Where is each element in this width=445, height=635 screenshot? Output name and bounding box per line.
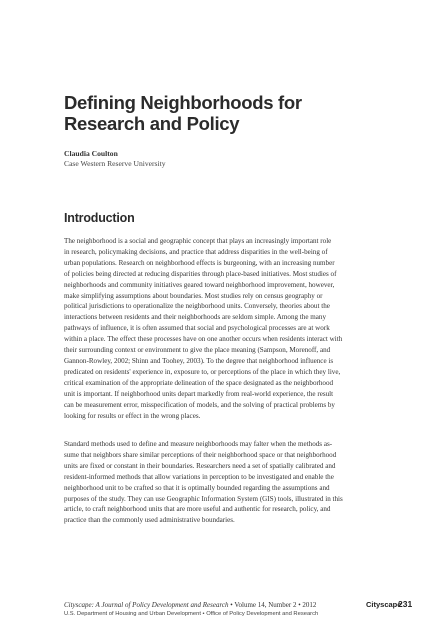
title-line-2: Research and Policy xyxy=(64,113,240,134)
paragraph-line: resident-informed methods that allow variations in perception to be investigated and enable the xyxy=(64,472,334,481)
journal-brand: Cityscape xyxy=(366,600,402,609)
paragraph-line: of policies being directed at reducing disparities through place-based initiatives. Most studies of xyxy=(64,269,337,278)
paragraph-line: their surrounding context or environment to give the place meaning (Sampson, Morenoff, and xyxy=(64,346,331,355)
paragraph-line: interactions between residents and their neighborhoods are seldom simple. Among the many xyxy=(64,313,327,322)
title-line-1: Defining Neighborhoods for xyxy=(64,92,302,113)
paragraph-line: critical examination of the appropriate delineation of the space designated as the neighborhood xyxy=(64,378,334,387)
paragraph-line: neighborhoods and community initiatives geared toward neighborhood improvement, however, xyxy=(64,280,335,289)
paragraph-line: purposes of the study. They can use Geographic Information System (GIS) tools, illustrated in this xyxy=(64,494,343,503)
paragraph-line: looking for results or effect in the wrong places. xyxy=(64,411,201,420)
paragraph-line: predicated on residents' experience in, exposure to, or perceptions of the place in which they live, xyxy=(64,367,341,376)
author-name: Claudia Coulton xyxy=(64,149,118,158)
paragraph-line: can be measurement error, misspecification of models, and the solving of practical problems by xyxy=(64,400,335,409)
paragraph-line: within a place. The effect these processes have on one another occurs when residents interact with xyxy=(64,335,343,344)
department-credit: U.S. Department of Housing and Urban Development • Office of Policy Development and Research xyxy=(64,611,319,617)
paragraph-line: urban populations. Research on neighborhood effects is burgeoning, with an increasing number xyxy=(64,258,335,267)
journal-citation xyxy=(64,601,316,609)
paragraph-line: article, to craft neighborhood units that are more useful and authentic for research, policy, and xyxy=(64,505,331,514)
paragraph-1 xyxy=(64,236,386,421)
paragraph-line: pathways of influence, it is often assumed that social and psychological processes are at work xyxy=(64,324,330,333)
paragraph-line: neighborhood unit to be crafted so that it is optimally bounded regarding the assumptions and xyxy=(64,483,330,492)
paragraph-line: Gannon-Rowley, 2002; Shinn and Toohey, 2003). To the degree that neighborhood influence is xyxy=(64,356,334,365)
paragraph-line: practice than the commonly used administrative boundaries. xyxy=(64,516,235,525)
paragraph-line: make simplifying assumptions about boundaries. Most studies rely on census geography or xyxy=(64,291,323,300)
paragraph-line: Standard methods used to define and measure neighborhoods may falter when the methods as- xyxy=(64,440,333,448)
paragraph-line: in research, policymaking decisions, and practice that address disparities in the well-being of xyxy=(64,247,328,256)
journal-volume: • Volume 14, Number 2 • 2012 xyxy=(228,601,317,609)
paragraph-2 xyxy=(64,439,386,526)
paragraph-line: unit is important. If neighborhood units depart markedly from real-world experience, the result xyxy=(64,389,334,398)
author-affiliation: Case Western Reserve University xyxy=(64,159,166,168)
section-heading: Introduction xyxy=(64,211,135,225)
paragraph-line: political jurisdictions to operationalize the neighborhood units. Conversely, theories about the xyxy=(64,302,330,311)
paragraph-line: sume that neighbors share similar perceptions of their neighborhood space or that neighborhood xyxy=(64,450,337,459)
paragraph-line: The neighborhood is a social and geographic concept that plays an increasingly important role xyxy=(64,237,332,245)
paragraph-line: units are fixed or constant in their boundaries. Researchers need a set of spatially calibrated and xyxy=(64,461,336,470)
page-number: 231 xyxy=(398,599,413,609)
article-title xyxy=(64,92,364,134)
journal-name: Cityscape: A Journal of Policy Development and Research xyxy=(64,601,229,609)
